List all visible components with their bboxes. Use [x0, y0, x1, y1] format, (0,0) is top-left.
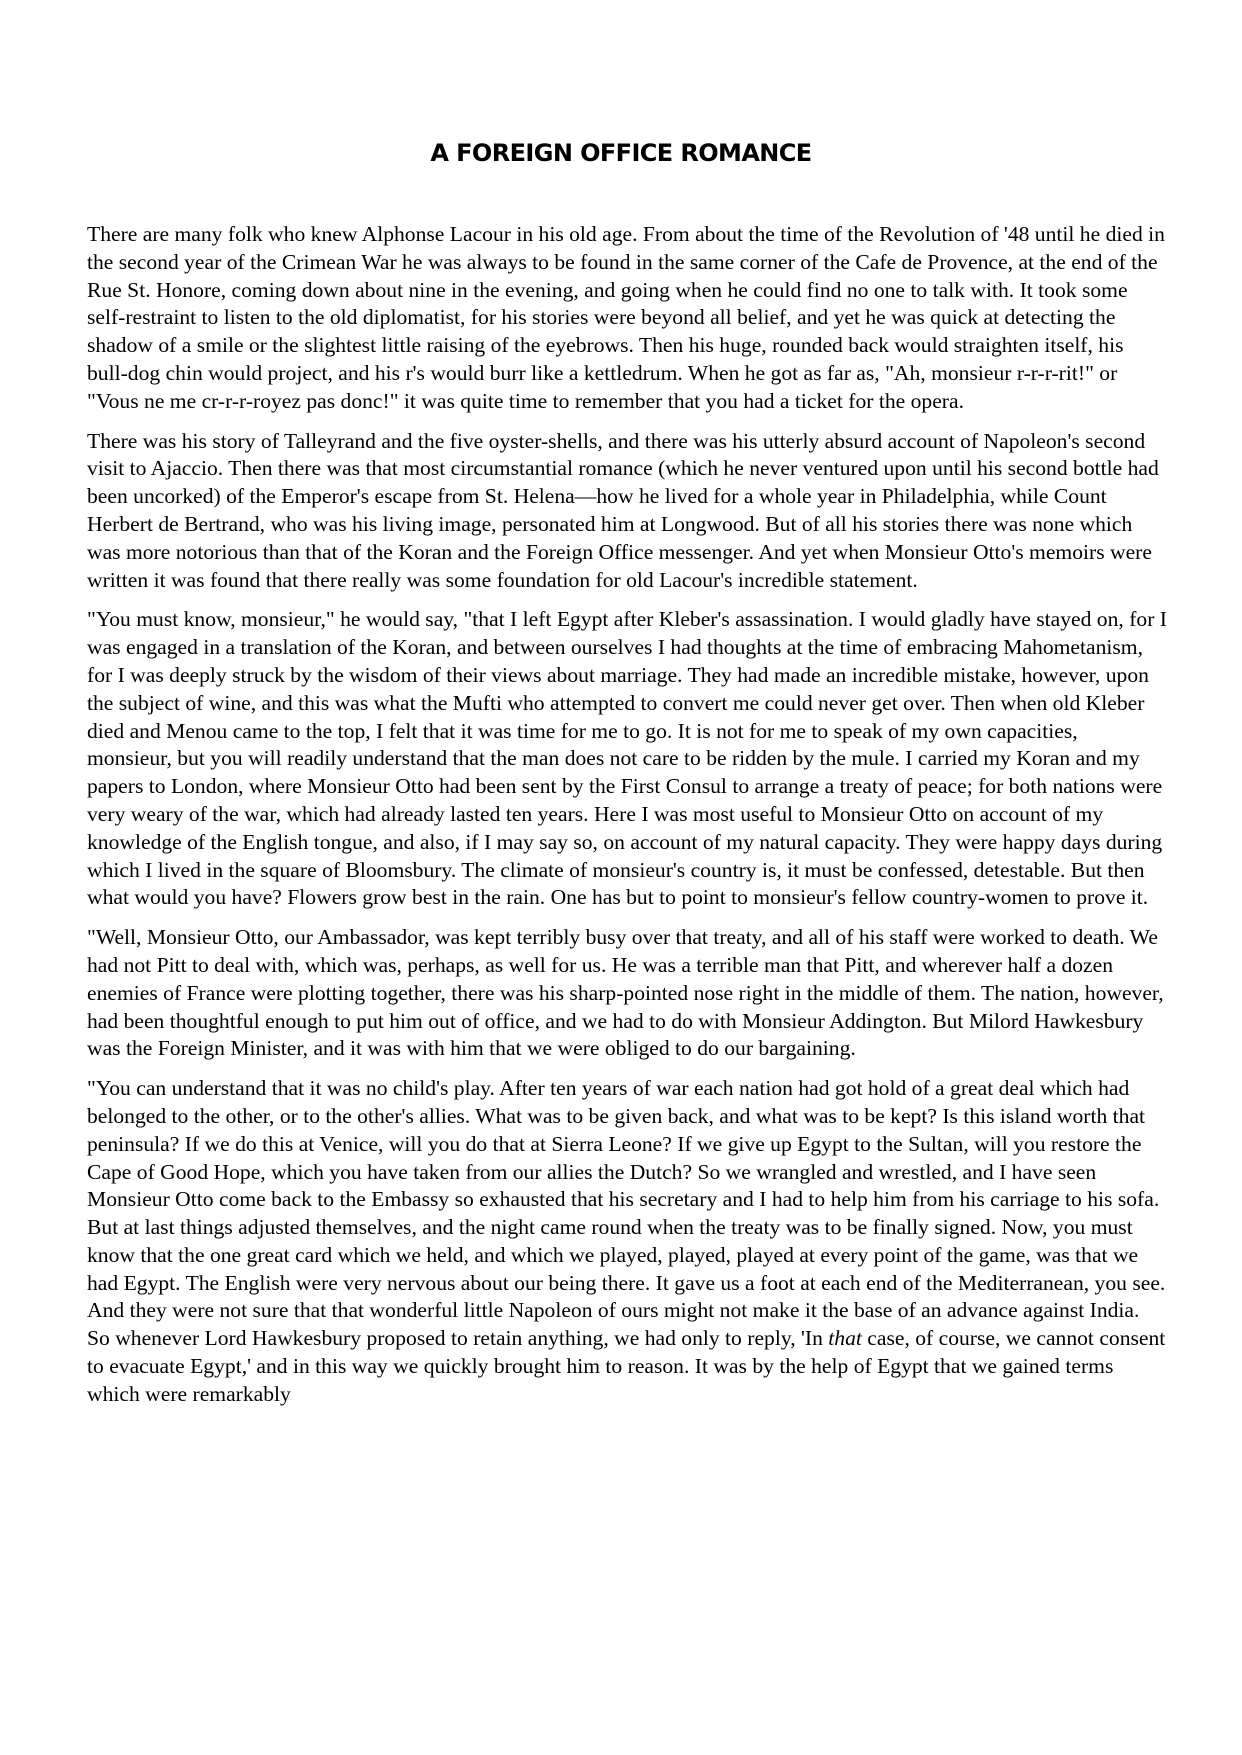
paragraph: There are many folk who knew Alphonse Lacour in his old age. From about the time of the Revolution of '48 until he died in the second year of the Crimean War he was always to be found in the same corner of the Cafe de Provence, at the end of the Rue St. Honore, coming down about nine in the evening, and going when he could find no one to talk with. It took some self-restraint to listen to the old diplomatist, for his stories were beyond all belief, and yet he was quick at detecting the shadow of a smile or the slightest little raising of the eyebrows. Then his huge, rounded back would straighten itself, his bull-dog chin would project, and his r's would burr like a kettledrum. When he got as far as, "Ah, monsieur r-r-r-rit!" or "Vous ne me cr-r-r-royez pas donc!" it was quite time to remember that you had a ticket for the opera.: [87, 222, 1165, 413]
paragraph: "Well, Monsieur Otto, our Ambassador, was kept terribly busy over that treaty, and all of his staff were worked to death. We had not Pitt to deal with, which was, perhaps, as well for us. He was a terrible man that Pitt, and wherever half a dozen enemies of France were plotting together, there was his sharp-pointed nose right in the middle of them. The nation, however, had been thoughtful enough to put him out of office, and we had to do with Monsieur Addington. But Milord Hawkesbury was the Foreign Minister, and it was with him that we were obliged to do our bargaining.: [87, 925, 1164, 1061]
italic-emphasis: that: [828, 1326, 862, 1351]
paragraph-last: [87, 1075, 1167, 1409]
paragraph: There was his story of Talleyrand and the five oyster-shells, and there was his utterly absurd account of Napoleon's second visit to Ajaccio. Then there was that most circumstantial romance (which he never ventured upon until his second bottle had been uncorked) of the Emperor's escape from St. Helena—how he lived for a whole year in Philadelphia, while Count Herbert de Bertrand, who was his living image, personated him at Longwood. But of all his stories there was none which was more notorious than that of the Koran and the Foreign Office messenger. And yet when Monsieur Otto's memoirs were written it was found that there really was some foundation for old Lacour's incredible statement.: [87, 428, 1159, 592]
paragraph-text: case, of course, we cannot consent to evacuate Egypt,' and in this way we quickly brought him to reason. It was by the help of Egypt that we gained terms which were remarkably: [87, 1326, 1166, 1406]
document-body: [87, 221, 1167, 1421]
paragraph: "You must know, monsieur," he would say, "that I left Egypt after Kleber's assassination. I would gladly have stayed on, for I was engaged in a translation of the Koran, and between ourselves I had thoughts at the time of embracing Mahometanism, for I was deeply struck by the wisdom of their views about marriage. They had made an incredible mistake, however, upon the subject of wine, and this was what the Mufti who attempted to convert me could never get over. Then when old Kleber died and Menou came to the top, I felt that it was time for me to go. It is not for me to speak of my own capacities, monsieur, but you will readily understand that the man does not care to be ridden by the mule. I carried my Koran and my papers to London, where Monsieur Otto had been sent by the First Consul to arrange a treaty of peace; for both nations were very weary of the war, which had already lasted ten years. Here I was most useful to Monsieur Otto on account of my knowledge of the English tongue, and also, if I may say so, on account of my natural capacity. They were happy days during which I lived in the square of Bloomsbury. The climate of monsieur's country is, it must be confessed, detestable. But then what would you have? Flowers grow best in the rain. One has but to point to monsieur's fellow country-women to prove it.: [87, 607, 1167, 910]
paragraph-text: "You can understand that it was no child's play. After ten years of war each nation had got hold of a great deal which had belonged to the other, or to the other's allies. What was to be given back, and what was to be kept? Is this island worth that peninsula? If we do this at Venice, will you do that at Sierra Leone? If we give up Egypt to the Sultan, will you restore the Cape of Good Hope, which you have taken from our allies the Dutch? So we wrangled and wrestled, and I have seen Monsieur Otto come back to the Embassy so exhausted that his secretary and I had to help him from his carriage to his sofa. But at last things adjusted themselves, and the night came round when the treaty was to be finally signed. Now, you must know that the one great card which we held, and which we played, played, played at every point of the game, was that we had Egypt. The English were very nervous about our being there. It gave us a foot at each end of the Mediterranean, you see. And they were not sure that that wonderful little Napoleon of ours might not make it the base of an advance against India. So whenever Lord Hawkesbury proposed to retain anything, we had only to reply, 'In: [87, 1076, 1166, 1351]
document-title: A FOREIGN OFFICE ROMANCE: [430, 139, 812, 167]
